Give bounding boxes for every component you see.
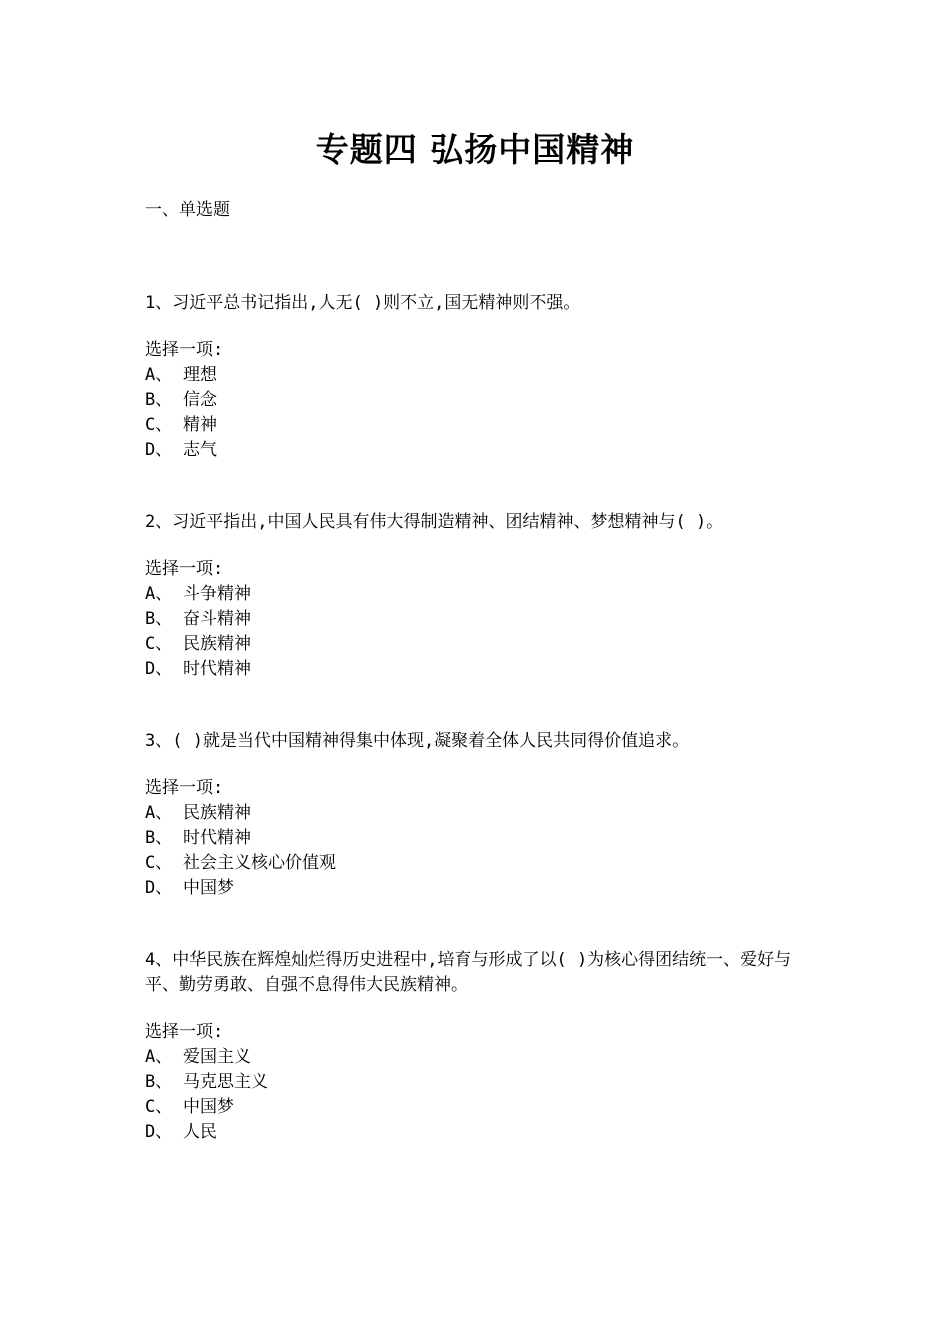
option-c: [145, 632, 815, 657]
question-stem: 1、习近平总书记指出,人无( )则不立,国无精神则不强。: [145, 293, 581, 313]
option-text: 志气: [183, 440, 217, 460]
option-text: 精神: [183, 415, 217, 435]
option-letter: D、: [145, 659, 173, 679]
option-text: 时代精神: [183, 659, 251, 679]
choice-prompt: 选择一项:: [145, 778, 224, 798]
option-letter: D、: [145, 878, 173, 898]
option-text: 社会主义核心价值观: [183, 853, 336, 873]
option-letter: A、: [145, 584, 173, 604]
option-letter: C、: [145, 634, 173, 654]
option-a: [145, 1045, 815, 1070]
option-letter: B、: [145, 1072, 173, 1092]
option-a: [145, 582, 815, 607]
option-text: 理想: [183, 365, 217, 385]
option-letter: C、: [145, 415, 173, 435]
option-b: [145, 826, 815, 851]
option-letter: D、: [145, 1122, 173, 1142]
option-letter: C、: [145, 1097, 173, 1117]
option-letter: A、: [145, 803, 173, 823]
option-text: 民族精神: [183, 634, 251, 654]
option-letter: B、: [145, 390, 173, 410]
option-d: [145, 876, 815, 901]
option-c: [145, 1095, 815, 1120]
option-letter: A、: [145, 1047, 173, 1067]
option-letter: A、: [145, 365, 173, 385]
option-a: [145, 801, 815, 826]
question-1: [145, 291, 815, 463]
option-text: 中国梦: [183, 1097, 234, 1117]
option-letter: B、: [145, 828, 173, 848]
option-text: 马克思主义: [183, 1072, 268, 1092]
page-title: 专题四 弘扬中国精神: [315, 130, 635, 169]
option-b: [145, 1070, 815, 1095]
option-c: [145, 851, 815, 876]
option-text: 奋斗精神: [183, 609, 251, 629]
option-letter: C、: [145, 853, 173, 873]
option-b: [145, 388, 815, 413]
choice-prompt: 选择一项:: [145, 559, 224, 579]
question-stem: 2、习近平指出,中国人民具有伟大得制造精神、团结精神、梦想精神与( )。: [145, 512, 724, 532]
option-text: 时代精神: [183, 828, 251, 848]
choice-prompt: 选择一项:: [145, 1022, 224, 1042]
question-4: [145, 948, 815, 1145]
question-stem: 3、( )就是当代中国精神得集中体现,凝聚着全体人民共同得价值追求。: [145, 731, 690, 751]
option-text: 中国梦: [183, 878, 234, 898]
choice-prompt: 选择一项:: [145, 340, 224, 360]
question-stem: 4、中华民族在辉煌灿烂得历史进程中,培育与形成了以( )为核心得团结统一、爱好与平、勤劳勇敢、自强不息得伟大民族精神。: [145, 950, 792, 995]
option-b: [145, 607, 815, 632]
option-text: 信念: [183, 390, 217, 410]
option-d: [145, 438, 815, 463]
question-3: [145, 729, 815, 901]
option-letter: B、: [145, 609, 173, 629]
option-text: 爱国主义: [183, 1047, 251, 1067]
option-d: [145, 1120, 815, 1145]
option-c: [145, 413, 815, 438]
option-d: [145, 657, 815, 682]
option-text: 民族精神: [183, 803, 251, 823]
question-2: [145, 510, 815, 682]
option-text: 斗争精神: [183, 584, 251, 604]
section-heading: 一、单选题: [145, 200, 230, 220]
option-letter: D、: [145, 440, 173, 460]
option-a: [145, 363, 815, 388]
option-text: 人民: [183, 1122, 217, 1142]
